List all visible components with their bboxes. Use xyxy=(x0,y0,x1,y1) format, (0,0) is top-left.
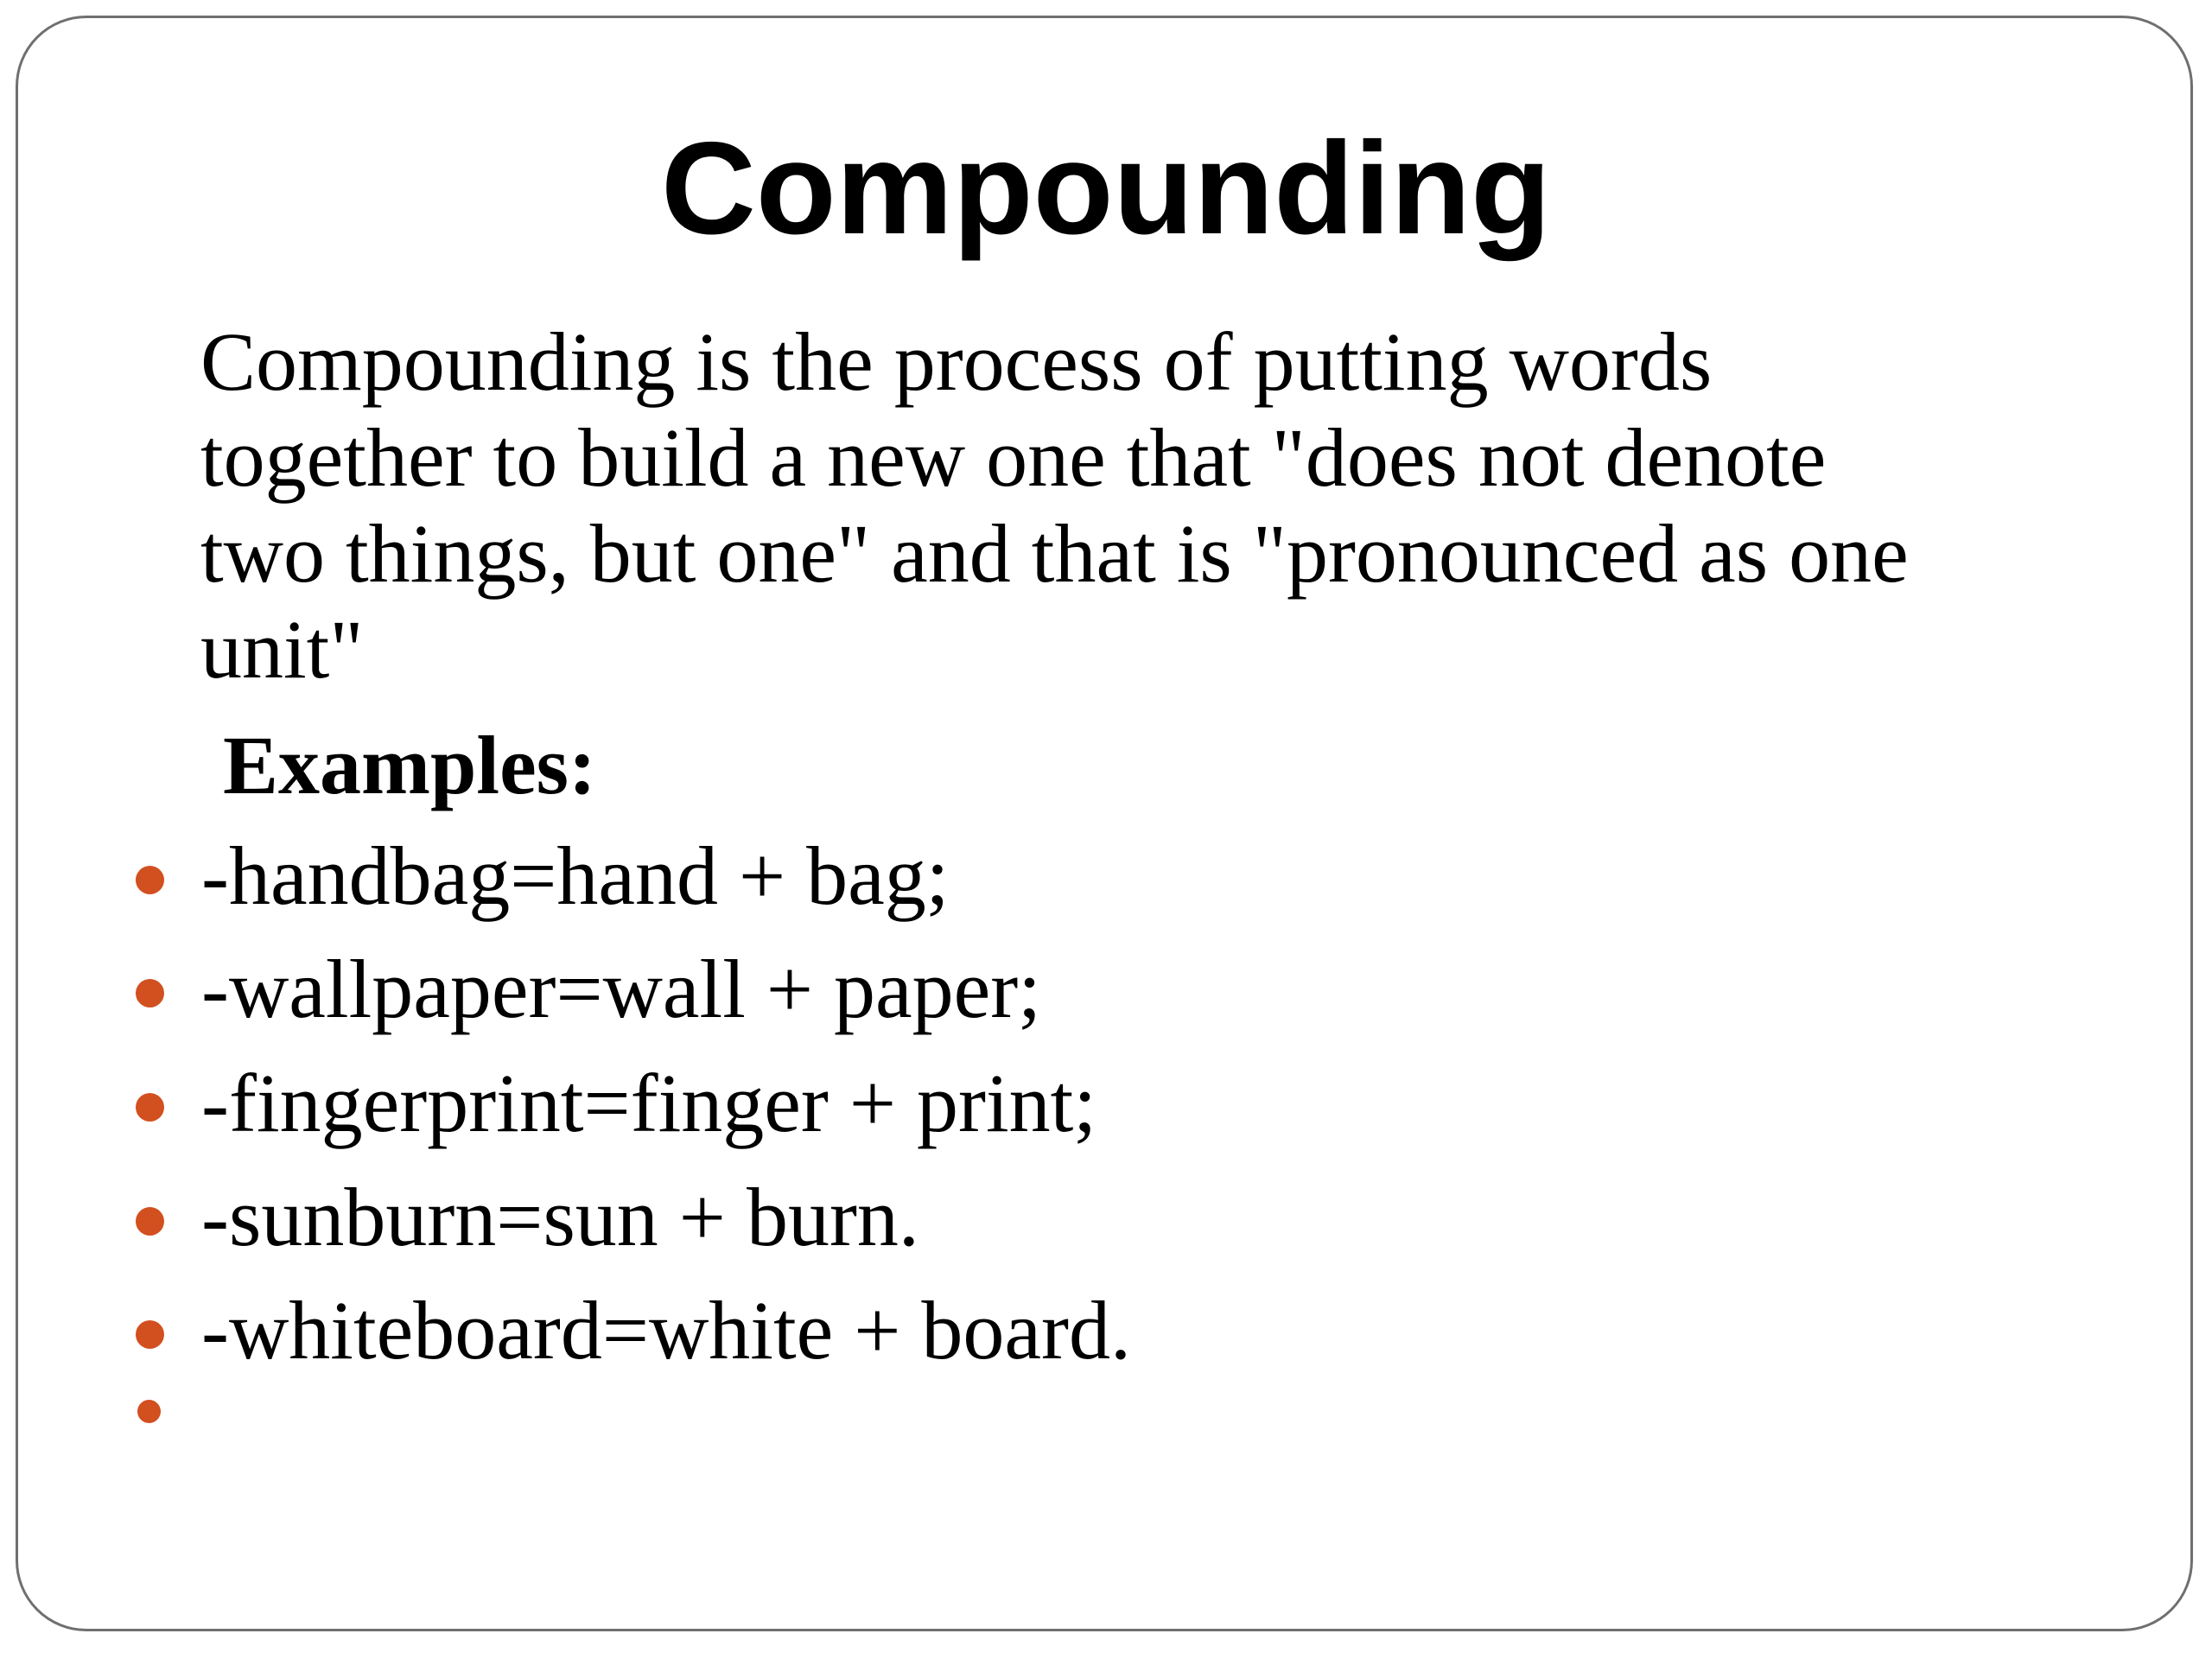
definition-paragraph xyxy=(200,314,2084,697)
definition-line: two things, but one" and that is "pronounced as one xyxy=(200,507,1909,600)
definition-line: Compounding is the process of putting words xyxy=(200,315,1713,408)
example-text: -fingerprint=finger + print; xyxy=(201,1057,1096,1149)
example-text: -handbag=hand + bag; xyxy=(201,830,950,922)
empty-list-item xyxy=(134,1396,168,1431)
example-text: -whiteboard=white + board. xyxy=(201,1284,1131,1376)
example-text: -wallpaper=wall + paper; xyxy=(201,943,1041,1035)
example-item xyxy=(134,1052,1689,1155)
examples-heading: Examples: xyxy=(223,719,596,811)
example-item xyxy=(134,938,1689,1041)
bullet-icon xyxy=(136,866,164,894)
slide-title: Compounding xyxy=(661,115,1551,262)
example-text: -sunburn=sun + burn. xyxy=(201,1171,919,1263)
bullet-icon xyxy=(137,1400,161,1423)
bullet-icon xyxy=(136,1320,164,1349)
example-item xyxy=(134,824,1689,928)
bullet-icon xyxy=(136,1093,164,1122)
bullet-icon xyxy=(136,1207,164,1236)
example-item xyxy=(134,1166,1689,1269)
bullet-icon xyxy=(136,979,164,1007)
definition-line: together to build a new one that "does not denote xyxy=(200,411,1827,504)
definition-line: unit" xyxy=(200,603,364,696)
example-item xyxy=(134,1279,1689,1382)
